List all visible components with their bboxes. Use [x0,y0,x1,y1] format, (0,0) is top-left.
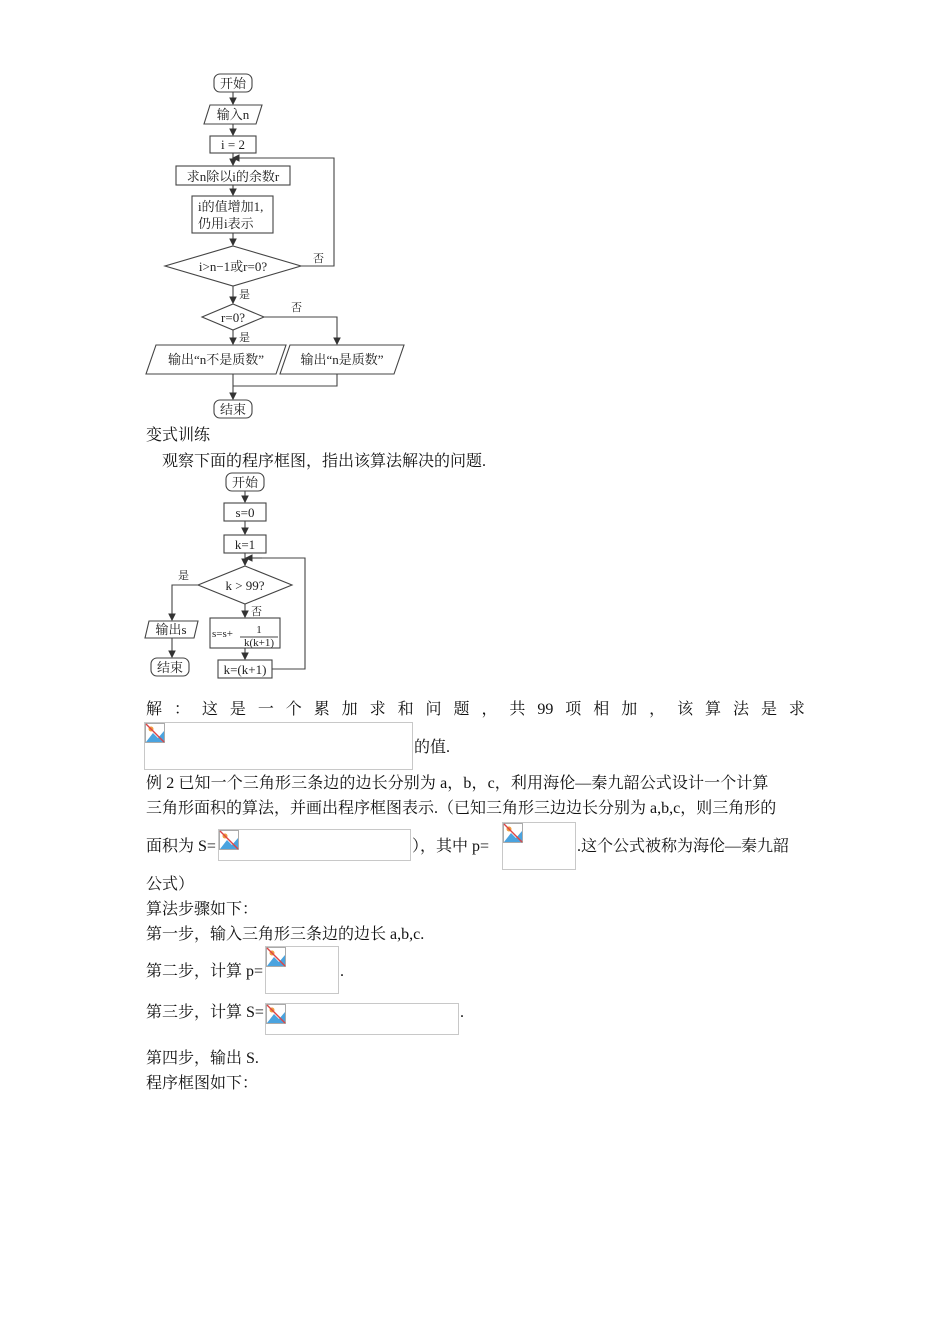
example2-line2: 三角形面积的算法，并画出程序框图表示.（已知三角形三边边长分别为 a,b,c，则三角形的 [146,800,777,817]
sum-formula-image [144,722,413,770]
fc1-init-text: i = 2 [221,137,245,152]
fc2-output-text: 输出s [155,622,187,637]
broken-image-icon [145,723,165,743]
fc1-cond2-text: r=0? [221,310,245,325]
fc1-increment-line1: i的值增加1, [198,199,264,214]
solution-word: 99 [537,701,554,718]
fc1-start-text: 开始 [219,76,247,91]
solution-word: 项 [565,701,582,718]
solution-word: 问 [425,701,442,718]
fc1-out-prime-text: 输出“n是质数” [300,352,384,367]
fc2-frac-num: 1 [256,624,262,636]
fc1-remainder-text: 求n除以i的余数r [186,169,280,184]
solution-word: 一 [257,701,274,718]
step3-label: 第三步，计算 S= [146,1004,264,1021]
solution-word: 加 [621,701,638,718]
fc2-init-k-text: k=1 [234,537,256,552]
step3-end: . [460,1004,464,1021]
area-formula-image [218,829,411,861]
fc2-update-s-prefix: s=s+ [212,628,233,640]
step2-label: 第二步，计算 p= [146,963,264,980]
fc2-init-s-text: s=0 [235,505,255,520]
solution-word: 是 [760,701,777,718]
fc2-cond-text: k > 99? [225,578,265,593]
solution-word: ， [649,701,666,718]
step1: 第一步，输入三角形三条边的边长 a,b,c. [146,926,425,943]
fc2-end-text: 结束 [156,660,184,675]
fc1-increment-line2: 仍用i表示 [198,216,254,231]
solution-word: 和 [397,701,414,718]
flowchart-label: 程序框图如下： [146,1075,259,1092]
example2-line3-c: .这个公式被称为海伦—秦九韶 [577,838,790,855]
fc1-cond1-text: i>n−1或r=0? [198,259,268,274]
broken-image-icon [503,823,523,843]
example2-line4: 公式） [146,876,195,893]
solution-word: 该 [677,701,694,718]
solution-word: 累 [313,701,330,718]
example2-line1: 例 2 已知一个三角形三条边的边长分别为 a，b，c，利用海伦—秦九韶公式设计一个计算 [146,775,769,792]
solution-word: 加 [341,701,358,718]
example2-line3-b: ），其中 p= [412,838,490,855]
broken-image-icon [266,1004,286,1024]
fc2-start-text: 开始 [231,475,259,490]
solution-word: 求 [369,701,386,718]
steps-heading: 算法步骤如下： [146,901,259,918]
fc1-no2-label: 否 [291,302,302,314]
section-title: 变式训练 [146,427,211,444]
solution-word: 法 [733,701,750,718]
p-formula-image [502,822,576,870]
fc2-update-k-text: k=(k+1) [223,662,267,677]
solution-line [146,700,805,720]
solution-word: 这 [201,701,218,718]
step4: 第四步，输出 S. [146,1050,259,1067]
exercise-prompt: 观察下面的程序框图，指出该算法解决的问题. [162,453,487,470]
solution-word: 解 [146,701,163,718]
step3-formula-image [265,1003,459,1035]
step2-formula-image [265,946,339,994]
example2-line3-a: 面积为 S= [146,838,216,855]
step2-end: . [340,963,344,980]
fc1-end-text: 结束 [219,402,247,417]
solution-tail: 的值. [414,739,451,756]
fc1-yes1-label: 是 [239,289,250,301]
fc1-input-text: 输入n [216,107,250,122]
fc1-out-not-prime-text: 输出“n不是质数” [167,352,265,367]
solution-word: 算 [705,701,722,718]
broken-image-icon [219,830,239,850]
prime-check-flowchart [140,68,415,423]
solution-word: 相 [593,701,610,718]
fc2-frac-den: k(k+1) [243,637,275,649]
fc2-no-label: 否 [251,606,262,618]
solution-word: 个 [285,701,302,718]
fc1-yes2-label: 是 [239,332,250,344]
solution-word: 题 [453,701,470,718]
solution-word: ： [173,701,190,718]
fc1-no1-label: 否 [313,253,324,265]
fc2-yes-label: 是 [178,570,189,582]
solution-word: ， [481,701,498,718]
broken-image-icon [266,947,286,967]
sum-flowchart [140,470,315,690]
solution-word: 共 [509,701,526,718]
solution-word: 求 [788,701,805,718]
solution-word: 是 [229,701,246,718]
